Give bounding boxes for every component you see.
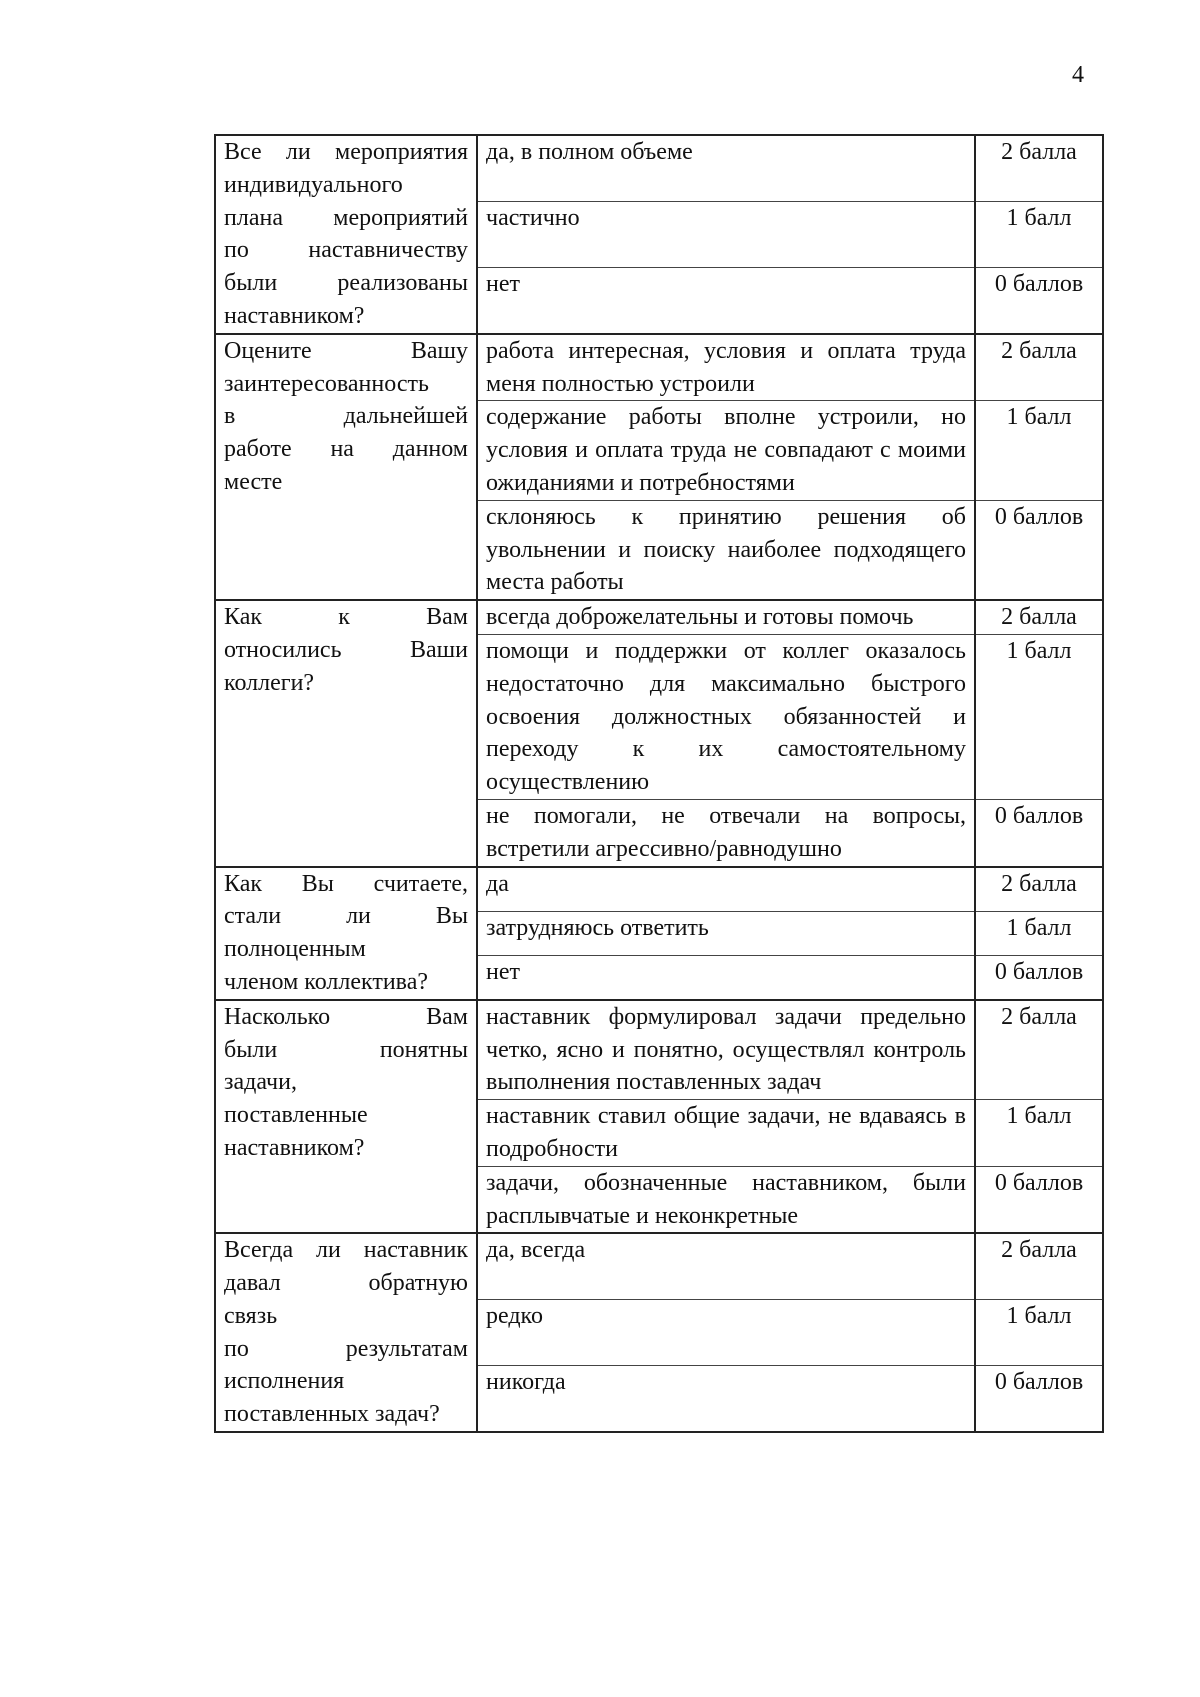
answer-option: наставник формулировал задачи предельно четко, ясно и понятно, осуществлял контроль выполнения поставленных задач	[477, 1000, 975, 1100]
answer-option: нет	[477, 955, 975, 1000]
question-cell	[215, 135, 477, 334]
question-text-line: давал обратную	[224, 1270, 468, 1297]
answer-score: 2 балла	[975, 867, 1103, 912]
table-row	[215, 867, 1103, 912]
table-row	[215, 334, 1103, 401]
answer-score: 1 балл	[975, 401, 1103, 500]
question-text-line: Как Вы считаете,	[224, 870, 468, 897]
answer-score: 2 балла	[975, 334, 1103, 401]
question-text-line: членом коллектива?	[224, 968, 428, 995]
table-row	[215, 1000, 1103, 1100]
question-text-line: по результатам	[224, 1335, 468, 1362]
answer-option: нет	[477, 267, 975, 334]
question-text-line: месте	[224, 468, 283, 495]
survey-table	[214, 134, 1104, 1433]
answer-score: 0 баллов	[975, 267, 1103, 334]
answer-option: да	[477, 867, 975, 912]
answer-score: 1 балл	[975, 202, 1103, 268]
answer-option: редко	[477, 1300, 975, 1366]
answer-option: задачи, обозначенные наставником, были расплывчатые и неконкретные	[477, 1166, 975, 1233]
answer-option: никогда	[477, 1365, 975, 1432]
answer-option: работа интересная, условия и оплата труда меня полностью устроили	[477, 334, 975, 401]
table-row	[215, 600, 1103, 634]
question-cell	[215, 1233, 477, 1432]
page-number: 4	[1072, 62, 1084, 88]
answer-option: склоняюсь к принятию решения об увольнении и поиску наиболее подходящего места работы	[477, 500, 975, 600]
survey-table-body	[215, 135, 1103, 1432]
question-cell	[215, 1000, 477, 1234]
question-text-line: поставленные	[224, 1102, 368, 1129]
answer-option: наставник ставил общие задачи, не вдаваясь в подробности	[477, 1100, 975, 1167]
question-text-line: заинтересованность	[224, 370, 429, 397]
question-text-line: Все ли мероприятия	[224, 139, 468, 165]
answer-score: 2 балла	[975, 600, 1103, 634]
question-text-line: Всегда ли наставник	[224, 1237, 468, 1264]
question-text-line: исполнения	[224, 1368, 345, 1395]
question-text-line: наставником?	[224, 1134, 365, 1161]
answer-score: 2 балла	[975, 1233, 1103, 1300]
answer-score: 1 балл	[975, 634, 1103, 799]
question-text-line: плана мероприятий	[224, 204, 468, 231]
question-text-line: поставленных задач?	[224, 1401, 440, 1428]
answer-option: всегда доброжелательны и готовы помочь	[477, 600, 975, 634]
answer-option: содержание работы вполне устроили, но условия и оплата труда не совпадают с моими ожиданиями и потребностями	[477, 401, 975, 500]
answer-score: 2 балла	[975, 135, 1103, 202]
answer-option: да, всегда	[477, 1233, 975, 1300]
answer-score: 1 балл	[975, 911, 1103, 955]
answer-option: затрудняюсь ответить	[477, 911, 975, 955]
answer-score: 0 баллов	[975, 500, 1103, 600]
question-text-line: относились Ваши	[224, 636, 468, 663]
answer-option: да, в полном объеме	[477, 135, 975, 202]
question-text-line: стали ли Вы	[224, 903, 468, 930]
question-text-line: были реализованы	[224, 270, 468, 297]
question-text-line: полноценным	[224, 936, 366, 963]
answer-score: 0 баллов	[975, 1365, 1103, 1432]
question-text-line: в дальнейшей	[224, 403, 468, 430]
question-text-line: связь	[224, 1302, 278, 1329]
question-text-line: индивидуального	[224, 171, 403, 198]
answer-option: частично	[477, 202, 975, 268]
answer-option: не помогали, не отвечали на вопросы, встретили агрессивно/равнодушно	[477, 799, 975, 866]
answer-score: 0 баллов	[975, 955, 1103, 1000]
question-text-line: по наставничеству	[224, 237, 468, 264]
question-text-line: Оцените Вашу	[224, 337, 468, 364]
question-text-line: Как к Вам	[224, 604, 468, 631]
question-text-line: работе на данном	[224, 436, 468, 463]
answer-score: 1 балл	[975, 1100, 1103, 1167]
question-text-line: коллеги?	[224, 669, 315, 696]
answer-option: помощи и поддержки от коллег оказалось недостаточно для максимально быстрого освоения должностных обязанностей и переходу к их самостоятельному осуществлению	[477, 634, 975, 799]
table-row	[215, 135, 1103, 202]
table-row	[215, 1233, 1103, 1300]
question-text-line: задачи,	[224, 1069, 297, 1096]
question-text-line: наставником?	[224, 302, 365, 329]
answer-score: 2 балла	[975, 1000, 1103, 1100]
question-cell	[215, 867, 477, 1000]
question-text-line: Насколько Вам	[224, 1003, 468, 1030]
question-text-line: были понятны	[224, 1036, 468, 1063]
answer-score: 1 балл	[975, 1300, 1103, 1366]
question-cell	[215, 334, 477, 600]
answer-score: 0 баллов	[975, 1166, 1103, 1233]
question-cell	[215, 600, 477, 866]
answer-score: 0 баллов	[975, 799, 1103, 866]
